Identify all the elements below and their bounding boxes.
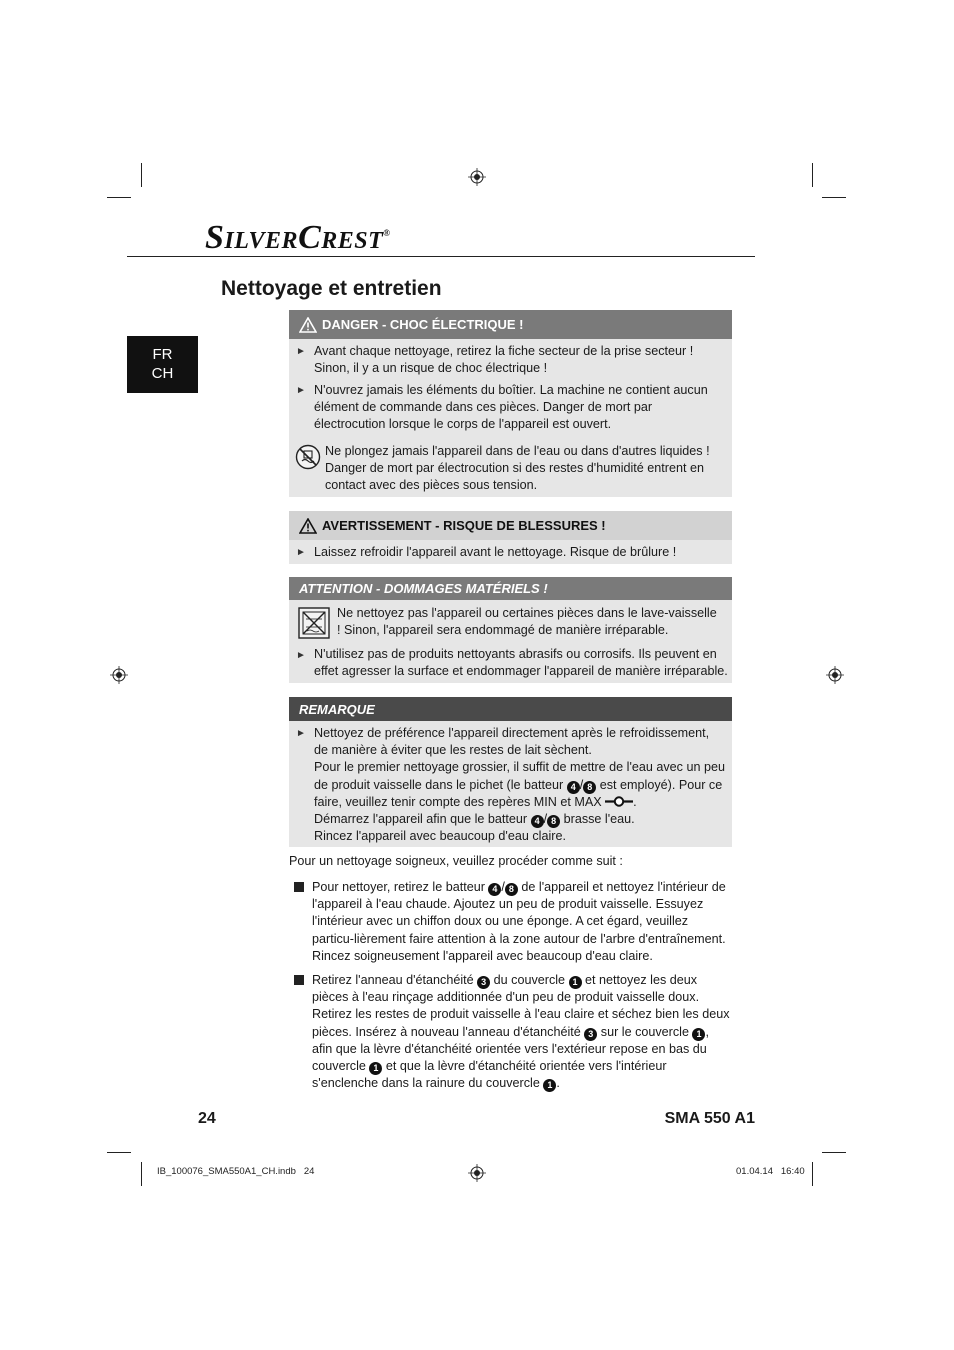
page-title: Nettoyage et entretien bbox=[221, 277, 442, 300]
warning-triangle-icon bbox=[299, 518, 317, 534]
warning-item: Laissez refroidir l'appareil avant le nettoyage. Risque de brûlure ! bbox=[314, 545, 677, 559]
remarque-line2-start: Pour le premier nettoyage grossier, il suffit de mettre de l'eau avec un peu de produit vaisselle dans le pichet (le batteur bbox=[314, 760, 725, 792]
remarque-line3-end: brasse l'eau. bbox=[563, 812, 635, 827]
part-number-badge: 1 bbox=[692, 1028, 705, 1041]
danger-heading bbox=[289, 310, 732, 339]
country-code: CH bbox=[151, 365, 174, 382]
step-2-part: et que la lèvre d'étanchéité orientée vers l'intérieur s'enclenche dans la rainure du couvercle bbox=[312, 1059, 667, 1091]
language-code: FR bbox=[152, 346, 173, 363]
attention-item: N'utilisez pas de produits nettoyants abrasifs ou corrosifs. Ils peuvent en effet agresser la surface et endommager l'appareil de manière irréparable. bbox=[314, 647, 728, 679]
part-number-badge: 8 bbox=[583, 781, 596, 794]
part-number-badge: 3 bbox=[477, 976, 490, 989]
step-2-part: et nettoyez les deux pièces à l'eau rinçage additionnée d'un peu de produit vaisselle doux. Retirez les restes de produit vaisselle à l'eau claire et séchez bien les deux pièces. Insérez à nouveau l'anneau d'étanchéité bbox=[312, 973, 730, 1039]
step-1-end: de l'appareil et nettoyez l'intérieur de l'appareil à l'eau chaude. Ajoutez un peu de produit vaisselle. Essuyez l'intérieur avec un chiffon doux ou une éponge. A cet égard, veuillez particu-lièrement faire attention à la zone autour de l'arbre d'entraînement. Rincez soigneusement l'appareil avec beaucoup d'eau claire. bbox=[312, 880, 726, 963]
remarque-line3: Démarrez l'appareil afin que le batteur 4 / 8 brasse l'eau. bbox=[314, 812, 635, 827]
warning-heading-text: AVERTISSEMENT - RISQUE DE BLESSURES ! bbox=[322, 518, 606, 533]
remarque-line1: Nettoyez de préférence l'appareil directement après le refroidissement, de manière à éviter que les restes de lait sèchent. bbox=[314, 726, 710, 758]
registration-mark-icon bbox=[468, 1164, 486, 1182]
crop-mark bbox=[822, 197, 846, 198]
brand-logo: SILVERCREST® bbox=[205, 219, 391, 256]
remarque-line4: Rincez l'appareil avec beaucoup d'eau claire. bbox=[314, 829, 566, 844]
step-2-part: Retirez l'anneau d'étanchéité bbox=[312, 973, 474, 987]
arrow-bullet-icon: ► bbox=[296, 650, 306, 661]
step-2-part: sur le couvercle bbox=[600, 1024, 689, 1039]
crop-mark bbox=[812, 163, 813, 187]
part-number-badge: 3 bbox=[584, 1028, 597, 1041]
part-number-badge: 4 bbox=[567, 781, 580, 794]
crop-mark bbox=[822, 1152, 846, 1153]
part-number-badge: 1 bbox=[369, 1062, 382, 1075]
no-dishwasher-icon bbox=[298, 607, 330, 639]
step-2-part: . bbox=[556, 1076, 560, 1091]
attention-icon-note: Ne nettoyez pas l'appareil ou certaines pièces dans le lave-vaisselle ! Sinon, l'appareil sera endommagé de manière irréparable. bbox=[337, 606, 717, 638]
header-rule bbox=[127, 256, 755, 257]
step-2 bbox=[312, 972, 732, 1092]
min-max-mark-icon bbox=[605, 796, 633, 807]
part-number-badge: 8 bbox=[505, 883, 518, 896]
attention-heading-text: ATTENTION - DOMMAGES MATÉRIELS ! bbox=[299, 581, 548, 596]
remarque-text bbox=[314, 725, 726, 845]
danger-icon-note: Ne plongez jamais l'appareil dans de l'eau ou dans d'autres liquides ! Danger de mort par électrocution si des restes d'humidité entrent en contact avec des pièces sous tension. bbox=[325, 444, 710, 493]
attention-heading bbox=[289, 577, 732, 600]
part-number-badge: 4 bbox=[488, 883, 501, 896]
square-bullet-icon bbox=[294, 882, 304, 892]
part-number-badge: 8 bbox=[547, 815, 560, 828]
remarque-heading-text: REMARQUE bbox=[299, 701, 375, 717]
crop-mark bbox=[141, 1162, 142, 1186]
part-number-badge: 1 bbox=[543, 1079, 556, 1092]
print-slug-file: IB_100076_SMA550A1_CH.indb 24 bbox=[157, 1166, 315, 1177]
intro-text: Pour un nettoyage soigneux, veuillez procéder comme suit : bbox=[289, 854, 623, 868]
step-1-start: Pour nettoyer, retirez le batteur bbox=[312, 880, 485, 894]
registration-mark-icon bbox=[468, 168, 486, 186]
crop-mark bbox=[812, 1162, 813, 1186]
part-number-badge: 1 bbox=[569, 976, 582, 989]
warning-heading bbox=[289, 511, 732, 540]
crop-mark bbox=[141, 163, 142, 187]
square-bullet-icon bbox=[294, 975, 304, 985]
arrow-bullet-icon: ► bbox=[296, 346, 306, 357]
remarque-line3-start: Démarrez l'appareil afin que le batteur bbox=[314, 812, 528, 827]
page-number: 24 bbox=[198, 1110, 216, 1127]
remarque-line2-end: est employé). Pour ce faire, veuillez tenir compte des repères MIN et MAX bbox=[314, 777, 723, 809]
print-slug-date: 01.04.14 16:40 bbox=[736, 1166, 805, 1177]
danger-item: Avant chaque nettoyage, retirez la fiche secteur de la prise secteur ! Sinon, il y a un risque de choc électrique ! bbox=[314, 344, 694, 376]
model-number: SMA 550 A1 bbox=[664, 1110, 755, 1127]
arrow-bullet-icon: ► bbox=[296, 547, 306, 558]
arrow-bullet-icon: ► bbox=[296, 385, 306, 396]
crop-mark bbox=[107, 197, 131, 198]
registration-mark-icon bbox=[110, 666, 128, 684]
registration-mark-icon bbox=[826, 666, 844, 684]
step-2-part: , afin que la lèvre d'étanchéité orientée vers l'extérieur repose en bas du couvercle bbox=[312, 1024, 709, 1074]
no-immersion-icon bbox=[295, 444, 321, 470]
warning-triangle-icon bbox=[299, 317, 317, 333]
danger-heading-text: DANGER - CHOC ÉLECTRIQUE ! bbox=[322, 317, 524, 332]
danger-item: N'ouvrez jamais les éléments du boîtier. La machine ne contient aucun élément de commande dans ces pièces. Danger de mort par électrocution lorsque le corps de l'appareil est ouvert. bbox=[314, 383, 708, 432]
arrow-bullet-icon: ► bbox=[296, 728, 306, 739]
step-1: Pour nettoyer, retirez le batteur 4 / 8 de l'appareil et nettoyez l'intérieur de l'appareil à l'eau chaude. Ajoutez un peu de produit vaisselle. Essuyez l'intérieur avec un chiffon doux ou une éponge. A cet égard, veuillez particu-lièrement faire attention à la zone autour de l'arbre d'entraînement. Rincez soigneusement l'appareil avec beaucoup d'eau claire. bbox=[312, 880, 726, 963]
remarque-line2: Pour le premier nettoyage grossier, il suffit de mettre de l'eau avec un peu de produit vaisselle dans le pichet (le batteur 4 / 8 est employé). Pour ce faire, veuillez tenir compte des repères MIN et MAX . bbox=[314, 760, 725, 809]
language-tab bbox=[127, 336, 198, 393]
remarque-heading bbox=[289, 697, 732, 721]
step-2-part: du couvercle bbox=[493, 973, 566, 987]
crop-mark bbox=[107, 1152, 131, 1153]
part-number-badge: 4 bbox=[531, 815, 544, 828]
